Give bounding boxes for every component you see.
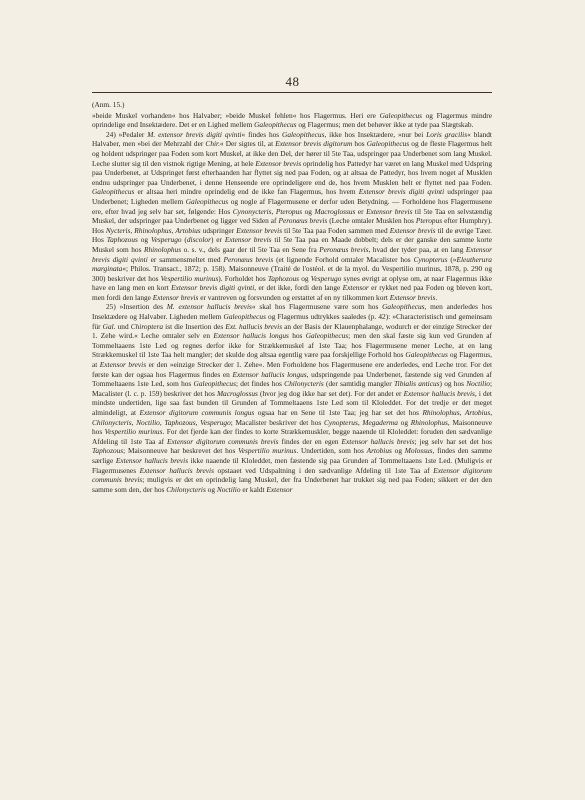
- page-number: 48: [285, 74, 300, 89]
- annotation-label: (Anm. 15.): [92, 100, 125, 109]
- paragraph: »beide Muskel vorhanden« hos Halvaber; »beide Muskel fehlen« hos Flagermus. Heri ere Galeopithecus og Flagermus mindre oprindelige end Insektædere. Det er en Lighed mellem Galeopithecus og Flagermus; men det behøver ikke at tyde paa Slægtskab.: [92, 110, 493, 130]
- paragraph: 24) »Pedaler M. extensor brevis digiti qvinti« findes hos Galeopithecus, ikke hos Insektædere, »nur bei Loris gracilis« blandt Halvaber, men »bei der Mehrzahl der Chir.« Der sigtes til, at Extensor brevis digitorum hos Galeopithecus og de fleste Flagermus helt og holdent udspringer paa Foden som kort Muskel, at ikke den Del, der hører til 5te Taa, udspringer paa Underbenet som lang Muskel. Leche slutter sig til den vistnok rigtige Mening, at hele Extensor brevis oprindelig hos Pattedyr har været en lang Muskel med Udspring paa Underbenet, at Udspringet først efterhaanden har flyttet sig ned paa Foden, og at altsaa de Pattedyr, hos hvem noget af Musklen endnu udspringer paa Underbenet, i denne Henseende ere oprindeligere end de, hos hvem Musklen helt er flyttet ned paa Foden. Galeopithecus er altsaa heri mindre oprindelig end de ikke fan Flagermus, hos hvem Extensor brevis digiti qvinti udspringer paa Underbenet; Ligheden mellem Galeopithecus og nogle af Flagermusene er derfor uden Betydning. — Forholdene hos Flagermusene ere, efter hvad jeg selv har set, følgende: Hos Cynonycteris, Pteropus og Macroglossus er Extensor brevis til 5te Taa en selvstændig Muskel, der udspringer paa Underbenet og ligger ved Siden af Peronæus brevis (Leche omtaler Musklen hos Pteropus efter Humphry). Hos Nycteris, Rhinolophus, Artobius udspringer Extensor brevis til 5te Taa paa Foden sammen med Extensor brevis til de øvrige Tæer. Hos Taphozous og Vesperugo (discolor) er Extensor brevis til 5te Taa paa en Maade dobbelt; dels er der ganske den samme korte Muskel som hos Rhinolophus o. s. v., dels gaar der til 5te Taa en Sene fra Peronæus brevis, hvad der tyder paa, at en lang Extensor brevis digiti qvinti er sammensmeltet med Peronæus brevis (et lignende Forhold omtaler Macalister hos Cynopterus (»Eleutherura marginata«; Philos. Transact., 1872; p. 158). Maisonneuve (Traité de l'ostéol. et de la myol. du Vespertilio murinus, 1878, p. 290 og 300) beskriver det hos Vespertilio murinus). Forholdet hos Taphozous og Vesperugo synes øvrigt at oplyse om, at naar Flagermus ikke have en lang men en kort Extensor brevis digiti qvinti, er det ikke, fordi den lange Extensor er rykket ned paa Foden og bleven kort, men fordi den lange Extensor brevis er vantreven og forsvunden og erstattet af en ny tilkommen kort Extensor brevis.: [92, 129, 493, 302]
- body-text: [92, 100, 492, 494]
- paragraph: 25) »Insertion des M. extensor hallucis brevis« skal hos Flagermusene være som hos Galeopithecus, men anderledes hos Insektædere og Halvaber. Ligheden mellem Galeopithecus og Flagermus udtrykkes saaledes (p. 42): »Characteristisch und gemeinsam für Gal. und Chiroptera ist die Insertion des Ext. hallucis brevis an der Basis der Klauenphalange, wodurch er der einzige Strecker der 1. Zehe wird.« Leche omtaler selv en Extensor hallucis longus hos Galeopithecus; men den skal fæste sig kun ved Grunden af Tommeltaaens 1ste Led og regnes derfor ikke for Strækkemuskel af 1ste Taa; hos Flagermusene mener Leche, at en lang Strækkemuskel til 1ste Taa helt mangler; det skulde dog altsaa egentlig være paa forskjellige Forhold hos Galeopithecus og Flagermus, at Extensor brevis er den »einzige Strecker der 1. Zehe«. Men Forholdene hos Flagermusene ere anderledes, end Leche tror. For det første kan der ogsaa hos Flagermus findes en Extensor hallucis longus, udspringende paa Underbenet, fæstende sig ved Grunden af Tommeltaaens 1ste Led, som hos Galeopithecus; det findes hos Chilonycteris (der samtidig mangler Tibialis anticus) og hos Noctilio; Macalister (l. c. p. 159) beskriver det hos Macroglossus (hvor jeg dog ikke har set det). For det andet er Extensor hallucis brevis, i det mindste undertiden, lige saa fast bunden til Grunden af Tommeltaaens 1ste Led som til Kloleddet. For det tredje er det meget almindeligt, at Extensor digitorum communis longus ogsaa har en Sene til 1ste Taa; jeg har set det hos Rhinolophus, Artobius, Chilonycteris, Noctilio, Taphozous, Vesperugo; Macalister beskriver det hos Cynopterus, Megaderma og Rhinolophus, Maisonneuve hos Vespertilio murinus. For det fjerde kan der findes to korte Strækkemuskler, begge naaende til Kloleddet: foruden den sædvanlige Afdeling til 1ste Taa af Extensor digitorum communis brevis findes der en egen Extensor hallucis brevis; jeg selv har set det hos Taphozous; Maisonneuve har beskrevet det hos Vespertilio murinus. Undertiden, som hos Artobius og Molossus, findes den samme særlige Extensor hallucis brevis ikke naaende til Kloleddet, men fæstende sig paa Grunden af Tommeltaaens 1ste Led. (Muligvis er Flagermusenes Extensor hallucis brevis opstaaet ved Udspaltning i den sædvanlige Afdeling til 1ste Taa af Extensor digitorum communis brevis; muligvis er det en oprindelig lang Muskel, der fra Underbenet har trukket sig ned paa Foden; sikkert er det den samme som den, der hos Chilonycteris og Noctilio er kaldt Extensor: [92, 302, 493, 494]
- header-rule: [92, 92, 492, 93]
